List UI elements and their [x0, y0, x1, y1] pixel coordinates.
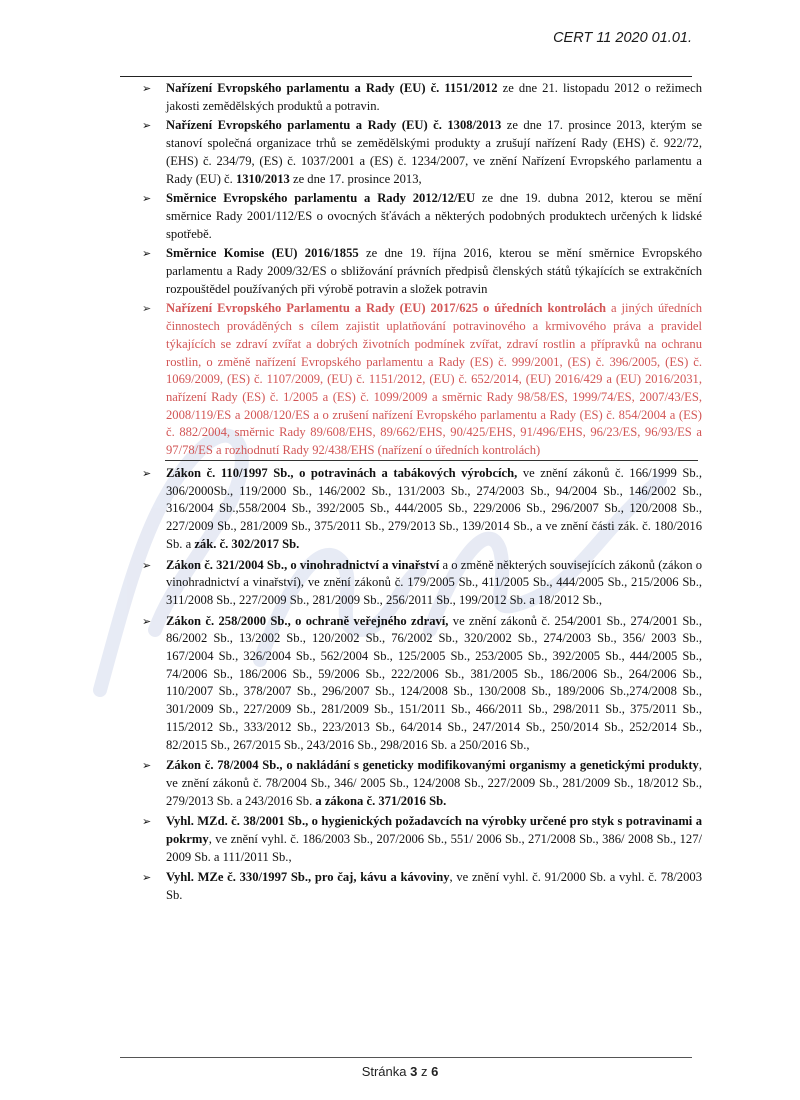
- item-title: Vyhl. MZd. č. 38/2001 Sb., o hygienických požadavcích na výrobky určené pro styk s potravinami a pokrmy: [166, 814, 702, 847]
- page-separator: z: [417, 1064, 432, 1079]
- item-title: Zákon č. 321/2004 Sb., o vinohradnictví a vinařství: [166, 557, 440, 572]
- arrow-bullet-icon: ➢: [142, 558, 152, 572]
- item-text: , ve znění zákonů č. 78/2004 Sb., 346/ 2005 Sb., 124/2008 Sb., 227/2009 Sb., 281/2009 Sb., 18/2012 Sb., 279/2013 Sb. a 243/2016 Sb.: [166, 758, 702, 808]
- list-item: [136, 465, 702, 554]
- item-title: Směrnice Komise (EU) 2016/1855: [166, 246, 359, 261]
- arrow-bullet-icon: ➢: [142, 302, 152, 316]
- arrow-bullet-icon: ➢: [142, 815, 152, 829]
- item-title: Směrnice Evropského parlamentu a Rady 2012/12/EU: [166, 191, 476, 206]
- item-text: ze dne 17. prosince 2013, kterým se stanoví společná organizace trhů se zemědělskými produkty a zrušují nařízení Rady (EHS) č. 922/72, (EHS) č. 234/79, (ES) č. 1037/2001 a (ES) č. 1234/2007, ve znění Nařízení Evropského parlamentu a Rady (EU) č.: [166, 118, 702, 186]
- item-title: Nařízení Evropského parlamentu a Rady (EU) č. 1151/2012: [166, 81, 498, 95]
- item-title: Nařízení Evropského Parlamentu a Rady (EU) 2017/625 o úředních kontrolách: [166, 301, 607, 316]
- item-text: ze dne 19. října 2016, kterou se mění směrnice Evropského parlamentu a Rady 2009/32/ES o sbližování právních předpisů členských států týkajících se extrakčních rozpouštědel používaných při výrobě potravin a složek potravin: [166, 246, 702, 296]
- arrow-bullet-icon: ➢: [142, 467, 152, 480]
- item-text: , ve znění vyhl. č. 186/2003 Sb., 207/2006 Sb., 551/ 2006 Sb., 271/2008 Sb., 386/ 2008 Sb., 127/ 2009 Sb. a 111/2011 Sb.,: [166, 832, 702, 864]
- list-item: [136, 813, 702, 866]
- list-item: [136, 190, 702, 243]
- item-title-secondary: a zákona č. 371/2016 Sb.: [315, 793, 447, 808]
- list-item: [136, 117, 702, 188]
- national-laws-list: [136, 465, 702, 908]
- item-title-secondary: zák. č. 302/2017 Sb.: [194, 536, 300, 551]
- item-text: ze dne 21. listopadu 2012 o režimech jakosti zemědělských produktů a potravin.: [166, 81, 702, 113]
- list-item: [136, 757, 702, 810]
- footer-divider: [120, 1057, 692, 1058]
- list-item: [136, 557, 702, 610]
- arrow-bullet-icon: ➢: [142, 119, 152, 133]
- arrow-bullet-icon: ➢: [142, 192, 152, 206]
- list-item: [136, 613, 702, 755]
- list-item: [136, 869, 702, 904]
- arrow-bullet-icon: ➢: [142, 82, 152, 95]
- page-label: Stránka: [361, 1064, 411, 1079]
- item-title: Vyhl. MZe č. 330/1997 Sb., pro čaj, kávu a kávoviny: [166, 870, 450, 885]
- item-title-secondary: 1310/2013: [235, 171, 290, 186]
- eu-regulations-list: [136, 80, 702, 462]
- item-text: ve znění zákonů č. 166/1999 Sb., 306/2000Sb., 119/2000 Sb., 146/2002 Sb., 131/2003 Sb., 274/2003 Sb., 94/2004 Sb., 146/2002 Sb., 316/2004 Sb.,558/2004 Sb., 392/2005 Sb., 444/2005 Sb., 229/2006 Sb., 296/2007 Sb., 120/2008 Sb., 227/2009 Sb., 281/2009 Sb., 375/2011 Sb., 279/2013 Sb., 139/2014 Sb., a ve znění části zák. č. 180/2016 Sb. a: [166, 466, 702, 551]
- item-text: a jiných úředních činnostech prováděných s cílem zajistit uplatňování potravinového a krmivového práva a pravidel týkajících se zdraví zvířat a dobrých životních podmínek zvířat, zdraví rostlin a přípravků na ochranu rostlin, o změně nařízení Evropského parlamentu a Rady (ES) č. 999/2001, (ES) č. 396/2005, (ES) č. 1069/2009, (ES) č. 1107/2009, (EU) č. 1151/2012, (EU) č. 652/2014, (EU) 2016/429 a (EU) 2016/2031, nařízení Rady (ES) č. 1/2005 a (ES) č. 1099/2009 a směrnic Rady 98/58/ES, 1999/74/ES, 2007/43/ES, 2008/119/ES a 2008/120/ES a o zrušení nařízení Evropského parlamentu a Rady (ES) č. 854/2004 a (ES) č. 882/2004, směrnic Rady 89/608/EHS, 89/662/EHS, 90/425/EHS, 91/496/EHS, 96/23/ES, 96/93/ES a 97/78/ES a rozhodnutí Rady 92/438/EHS (nařízení o úředních kontrolách): [166, 301, 703, 458]
- section-divider: [165, 460, 698, 461]
- item-text: ve znění zákonů č. 254/2001 Sb., 274/2001 Sb., 86/2002 Sb., 13/2002 Sb., 120/2002 Sb., 76/2002 Sb., 320/2002 Sb., 274/2003 Sb., 356/ 2003 Sb., 167/2004 Sb., 326/2004 Sb., 562/2004 Sb., 125/2005 Sb., 253/2005 Sb., 392/2005 Sb., 444/2005 Sb., 74/2006 Sb., 186/2006 Sb., 59/2006 Sb., 222/2006 Sb., 381/2005 Sb., 186/2006 Sb., 264/2006 Sb., 110/2007 Sb., 378/2007 Sb., 296/2007 Sb., 124/2008 Sb., 130/2008 Sb., 189/2006 Sb.,274/2008 Sb., 301/2009 Sb., 227/2009 Sb., 281/2009 Sb., 151/2011 Sb., 466/2011 Sb., 298/2011 Sb., 375/2011 Sb., 115/2012 Sb., 333/2012 Sb., 223/2013 Sb., 64/2014 Sb., 247/2014 Sb., 250/2014 Sb., 252/2014 Sb., 82/2015 Sb., 267/2015 Sb., 243/2016 Sb., 298/2016 Sb. a 250/2016 Sb.,: [166, 613, 702, 752]
- arrow-bullet-icon: ➢: [142, 759, 152, 773]
- list-item: [136, 245, 702, 298]
- arrow-bullet-icon: ➢: [142, 247, 152, 261]
- list-item-highlighted: [136, 300, 702, 459]
- item-title: Zákon č. 258/2000 Sb., o ochraně veřejného zdraví,: [166, 613, 449, 628]
- list-item: [136, 80, 702, 115]
- arrow-bullet-icon: ➢: [142, 614, 152, 628]
- page-number: [0, 1064, 800, 1079]
- item-text: , ve znění vyhl. č. 91/2000 Sb. a vyhl. č. 78/2003 Sb.: [166, 870, 702, 903]
- item-title: Nařízení Evropského parlamentu a Rady (EU) č. 1308/2013: [166, 118, 502, 133]
- arrow-bullet-icon: ➢: [142, 871, 152, 885]
- current-page: 3: [410, 1064, 418, 1079]
- item-title: Zákon č. 78/2004 Sb., o nakládání s geneticky modifikovanými organismy a genetickými produkty: [166, 758, 699, 773]
- item-text: ze dne 19. dubna 2012, kterou se mění směrnice Rady 2001/112/ES o ovocných šťávách a některých podobných produktech určených k lidské spotřebě.: [166, 191, 702, 241]
- item-text: a o změně některých souvisejících zákonů (zákon o vinohradnictví a vinařství), ve znění zákonů č. 179/2005 Sb., 411/2005 Sb., 444/2005 Sb., 215/2006 Sb., 311/2008 Sb., 227/2009 Sb., 281/2009 Sb., 256/2011 Sb., 199/2012 Sb. a 18/2012 Sb.,: [166, 557, 702, 607]
- header-divider: [120, 76, 692, 77]
- document-code: CERT 11 2020 01.01.: [553, 30, 692, 46]
- total-pages: 6: [431, 1064, 439, 1079]
- item-title: Zákon č. 110/1997 Sb., o potravinách a tabákových výrobcích,: [166, 466, 518, 480]
- item-text-secondary: ze dne 17. prosince 2013,: [289, 171, 422, 186]
